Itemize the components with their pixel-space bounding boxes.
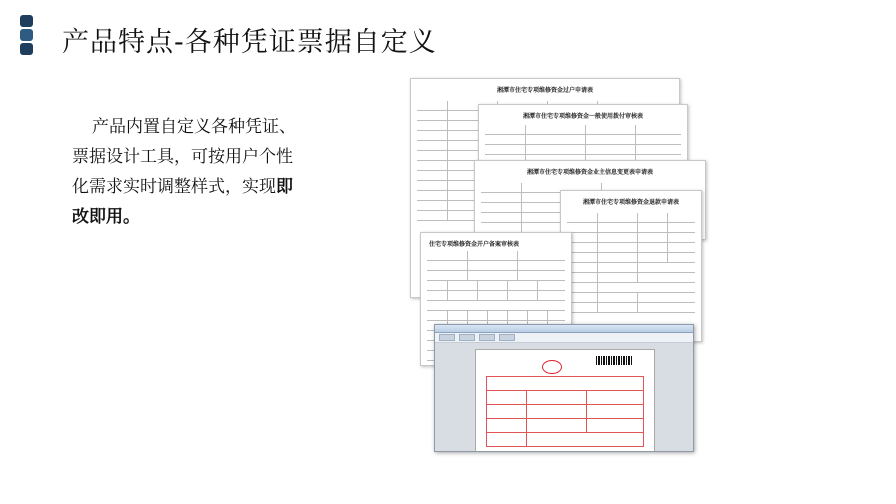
barcode-icon <box>596 356 632 365</box>
receipt-template[interactable] <box>475 349 655 452</box>
form-grid <box>567 213 695 313</box>
bullet-dots <box>20 15 36 57</box>
form-grid <box>485 125 681 165</box>
stamp-icon <box>542 360 562 374</box>
slide-title: 产品特点-各种凭证票据自定义 <box>62 27 437 58</box>
description-text: 产品内置自定义各种凭证、票据设计工具，可按用户个性化需求实时调整样式，实现 <box>72 117 296 197</box>
bullet-dot-3 <box>20 43 33 55</box>
toolbar-button[interactable] <box>459 334 475 341</box>
form-title: 湘潭市住宅专项维修资金过户申请表 <box>496 87 593 94</box>
toolbar-button[interactable] <box>499 334 515 341</box>
form-title: 湘潭市住宅专项维修资金一般使用拨付审核表 <box>522 113 643 120</box>
toolbar-button[interactable] <box>439 334 455 341</box>
form-line <box>486 432 644 433</box>
form-title: 住宅专项维修资金开户备案审核表 <box>429 241 520 248</box>
toolbar-button[interactable] <box>479 334 495 341</box>
receipt-designer-window[interactable] <box>434 324 694 452</box>
form-line <box>486 418 644 419</box>
form-line <box>486 390 644 391</box>
bullet-dot-1 <box>20 15 33 27</box>
slide-description <box>72 112 308 232</box>
form-line <box>526 390 527 446</box>
form-line <box>486 446 644 447</box>
designer-toolbar <box>435 333 693 343</box>
form-title: 湘潭市住宅专项维修资金业主信息变更表申请表 <box>526 169 653 176</box>
designer-canvas[interactable] <box>435 343 693 451</box>
form-line <box>486 376 487 446</box>
form-sheet-refund <box>560 190 702 342</box>
window-titlebar[interactable] <box>435 325 693 333</box>
form-title: 湘潭市住宅专项维修资金退款申请表 <box>582 199 679 206</box>
form-line <box>586 390 587 432</box>
form-line <box>643 376 644 446</box>
description-emphasis: 即改即用。 <box>72 177 293 227</box>
form-line <box>486 376 644 377</box>
form-line <box>486 404 644 405</box>
bullet-dot-2 <box>20 29 33 41</box>
